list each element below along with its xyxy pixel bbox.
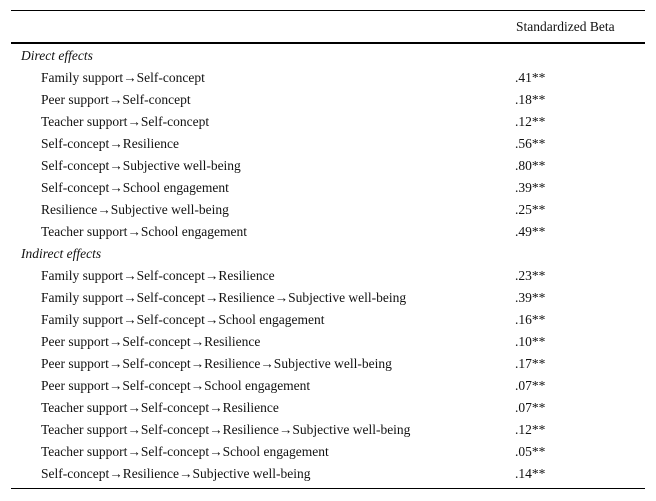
effect-path-label: Teacher support→Self-concept→Resilience→Subjective well-being bbox=[41, 422, 411, 437]
beta-value: .17** bbox=[515, 356, 546, 371]
beta-value: .41** bbox=[515, 70, 546, 85]
effect-path-label: Family support→Self-concept→School engagement bbox=[41, 312, 325, 327]
table-row bbox=[11, 331, 645, 353]
table-body bbox=[11, 45, 645, 485]
beta-value: .56** bbox=[515, 136, 546, 151]
table-row bbox=[11, 397, 645, 419]
effect-path-label: Teacher support→School engagement bbox=[41, 224, 247, 239]
table-row bbox=[11, 221, 645, 243]
beta-value: .39** bbox=[515, 290, 546, 305]
effect-path-label: Family support→Self-concept→Resilience→Subjective well-being bbox=[41, 290, 407, 305]
table-row bbox=[11, 133, 645, 155]
beta-value: .05** bbox=[515, 444, 546, 459]
section-title: Direct effects bbox=[21, 48, 93, 63]
table-row bbox=[11, 89, 645, 111]
section-title: Indirect effects bbox=[21, 246, 102, 261]
effect-path-label: Self-concept→School engagement bbox=[41, 180, 229, 195]
table-row bbox=[11, 111, 645, 133]
beta-value: .80** bbox=[515, 158, 546, 173]
effect-path-label: Teacher support→Self-concept→School engagement bbox=[41, 444, 329, 459]
table-row bbox=[11, 353, 645, 375]
table-row bbox=[11, 375, 645, 397]
effect-path-label: Peer support→Self-concept→School engagement bbox=[41, 378, 311, 393]
beta-value: .23** bbox=[515, 268, 546, 283]
table-row bbox=[11, 199, 645, 221]
table-row bbox=[11, 463, 645, 485]
beta-value: .16** bbox=[515, 312, 546, 327]
effect-path-label: Teacher support→Self-concept→Resilience bbox=[41, 400, 279, 415]
effect-path-label: Family support→Self-concept→Resilience bbox=[41, 268, 275, 283]
table-row bbox=[11, 177, 645, 199]
section-heading bbox=[11, 243, 645, 265]
table-row bbox=[11, 265, 645, 287]
table-row bbox=[11, 441, 645, 463]
effect-path-label: Self-concept→Resilience bbox=[41, 136, 179, 151]
beta-value: .18** bbox=[515, 92, 546, 107]
beta-value: .12** bbox=[515, 422, 546, 437]
beta-value: .10** bbox=[515, 334, 546, 349]
table-bottom-rule bbox=[11, 488, 645, 489]
effect-path-label: Self-concept→Subjective well-being bbox=[41, 158, 241, 173]
beta-value: .49** bbox=[515, 224, 546, 239]
effect-path-label: Resilience→Subjective well-being bbox=[41, 202, 229, 217]
beta-value: .07** bbox=[515, 378, 546, 393]
section-heading bbox=[11, 45, 645, 67]
beta-value: .12** bbox=[515, 114, 546, 129]
effect-path-label: Teacher support→Self-concept bbox=[41, 114, 210, 129]
effects-table bbox=[11, 10, 645, 489]
table-row bbox=[11, 67, 645, 89]
beta-value: .14** bbox=[515, 466, 546, 481]
effect-path-label: Peer support→Self-concept→Resilience bbox=[41, 334, 261, 349]
beta-value: .39** bbox=[515, 180, 546, 195]
table-row bbox=[11, 155, 645, 177]
effect-path-label: Self-concept→Resilience→Subjective well-being bbox=[41, 466, 311, 481]
effect-path-label: Peer support→Self-concept→Resilience→Subjective well-being bbox=[41, 356, 392, 371]
table-row bbox=[11, 419, 645, 441]
beta-value: .07** bbox=[515, 400, 546, 415]
effect-path-label: Family support→Self-concept bbox=[41, 70, 205, 85]
effect-path-label: Peer support→Self-concept bbox=[41, 92, 191, 107]
table-row bbox=[11, 309, 645, 331]
table-row bbox=[11, 287, 645, 309]
beta-value: .25** bbox=[515, 202, 546, 217]
column-header-standardized-beta: Standardized Beta bbox=[516, 19, 615, 34]
table-header-row bbox=[11, 11, 645, 42]
